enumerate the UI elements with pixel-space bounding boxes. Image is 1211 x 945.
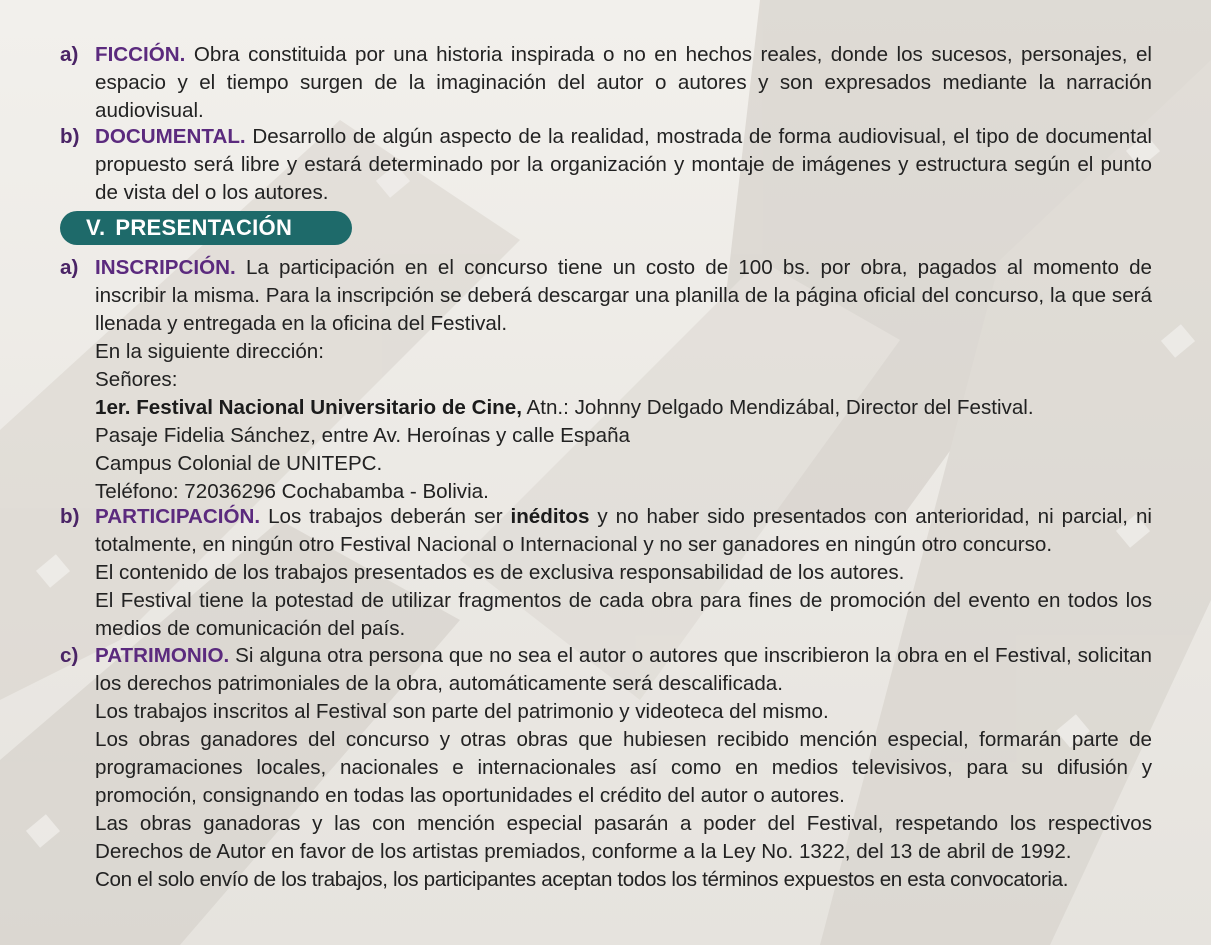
attention-line: Atn.: Johnny Delgado Mendizábal, Director del Festival. (521, 396, 1034, 419)
item-text-patrimonio: Si alguna otra persona que no sea el autor o autores que inscribieron la obra en el Festival, solicitan los derechos patrimoniales de la obra, automáticamente será descalificada. (95, 644, 1152, 695)
address-intro: En la siguiente dirección: (95, 340, 324, 363)
list-item-documental (60, 123, 1152, 207)
address-phone: Teléfono: 72036296 Cochabamba - Bolivia. (95, 480, 489, 503)
item-text-inscripcion: La participación en el concurso tiene un costo de 100 bs. por obra, pagados al momento de inscribir la misma. Para la inscripción se deberá descargar una planilla de la página oficial del concurso, la que será llenada y entregada en la oficina del Festival. (95, 256, 1152, 335)
item-text-documental: Desarrollo de algún aspecto de la realidad, mostrada de forma audiovisual, el tipo de documental propuesto será libre y estará determinado por la organización y montaje de imágenes y estructura según el punto de vista del o los autores. (95, 125, 1152, 204)
item-text-part2: y no haber sido presentados con anterioridad, ni parcial, ni totalmente, en ningún otro Festival Nacional o Internacional y no ser ganadores en ningún otro concurso. (95, 505, 1152, 556)
list-marker: c) (60, 644, 79, 667)
list-marker: a) (60, 43, 79, 66)
list-item-patrimonio (60, 642, 1152, 894)
item-text-part1: Los trabajos deberán ser (260, 505, 511, 528)
festival-name: 1er. Festival Nacional Universitario de Cine, (95, 396, 522, 419)
paragraph: Con el solo envío de los trabajos, los participantes aceptan todos los términos expuestos en esta convocatoria. (95, 868, 1069, 891)
list-marker: b) (60, 505, 80, 528)
paragraph: Los obras ganadores del concurso y otras obras que hubiesen recibido mención especial, formarán parte de programaciones locales, nacionales e internacionales así como en medios televisivos, para su difusión y promoción, consignando en todas las oportunidades el crédito del autor o autores. (95, 728, 1152, 807)
item-heading-inscripcion: INSCRIPCIÓN. (95, 256, 236, 279)
item-heading-ficcion: FICCIÓN. (95, 43, 186, 66)
list-marker: a) (60, 256, 79, 279)
item-text-ficcion: Obra constituida por una historia inspirada o no en hechos reales, donde los sucesos, personajes, el espacio y el tiempo surgen de la imaginación del autor o autores y son expresados mediante la narración audiovisual. (95, 43, 1152, 122)
section-heading-presentacion (60, 211, 352, 245)
item-heading-patrimonio: PATRIMONIO. (95, 644, 230, 667)
address-salutation: Señores: (95, 368, 178, 391)
list-marker: b) (60, 125, 80, 148)
list-item-ficcion (60, 41, 1152, 125)
address-campus: Campus Colonial de UNITEPC. (95, 452, 383, 475)
paragraph: Los trabajos inscritos al Festival son parte del patrimonio y videoteca del mismo. (95, 700, 829, 723)
item-heading-participacion: PARTICIPACIÓN. (95, 505, 261, 528)
paragraph: El contenido de los trabajos presentados es de exclusiva responsabilidad de los autores. (95, 561, 905, 584)
list-item-inscripcion (60, 254, 1152, 506)
list-item-participacion (60, 503, 1152, 643)
paragraph: Las obras ganadoras y las con mención especial pasarán a poder del Festival, respetando los respectivos Derechos de Autor en favor de los artistas premiados, conforme a la Ley No. 1322, del 13 de abril de 1992. (95, 812, 1152, 863)
section-title: PRESENTACIÓN (115, 215, 293, 240)
section-number: V. (86, 215, 106, 240)
emphasis-ineditos: inéditos (510, 505, 590, 528)
address-street: Pasaje Fidelia Sánchez, entre Av. Heroínas y calle España (95, 424, 630, 447)
paragraph: El Festival tiene la potestad de utilizar fragmentos de cada obra para fines de promoción del evento en todos los medios de comunicación del país. (95, 589, 1152, 640)
item-heading-documental: DOCUMENTAL. (95, 125, 246, 148)
